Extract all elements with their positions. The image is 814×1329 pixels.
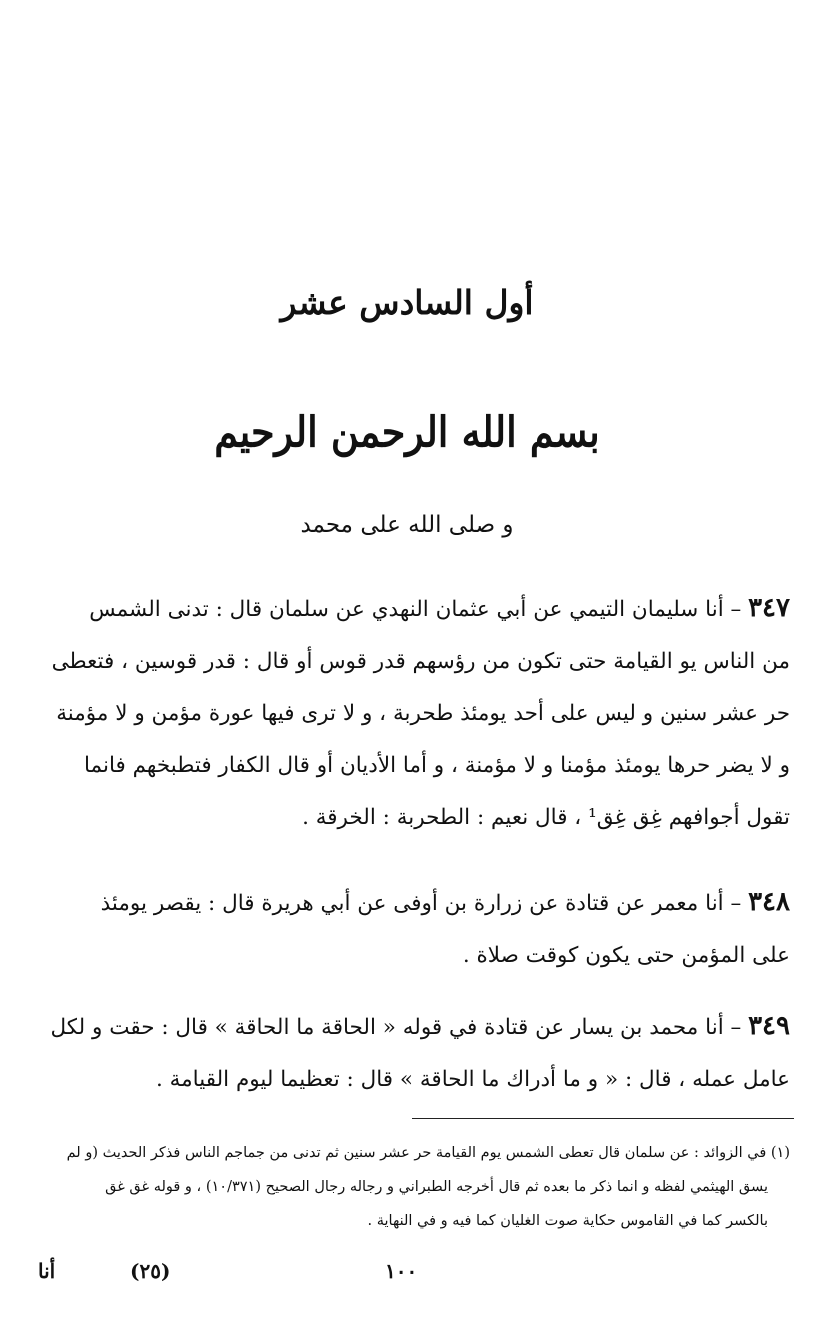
part-number: (٢٥) — [130, 1259, 171, 1283]
hadith-text: – أنا محمد بن يسار عن قتادة في قوله « الحاقة ما الحاقة » قال : حقت و لكل — [50, 1015, 742, 1040]
basmala-calligraphy: بسم الله الرحمن الرحيم — [214, 406, 600, 457]
hadith-number: ٣٤٨ — [748, 887, 790, 917]
hadith-line: على المؤمن حتى يكون كوقت صلاة . — [462, 943, 790, 968]
hadith-number: ٣٤٧ — [748, 593, 790, 623]
hadith-line: من الناس يو القيامة حتى تكون من رؤسهم قدر قوس أو قال : قدر قوسين ، فتعطى — [51, 649, 790, 674]
page-number: ١٠٠ — [385, 1259, 418, 1283]
hadith-line: و لا يضر حرها يومئذ مؤمنا و لا مؤمنة ، و أما الأديان أو قال الكفار فتطبخهم فانما — [83, 753, 790, 778]
hadith-number: ٣٤٩ — [748, 1011, 790, 1041]
footnote-divider — [412, 1118, 794, 1119]
hadith-line — [20, 876, 790, 930]
footnotes — [20, 1136, 790, 1238]
salat-line: و صلى الله على محمد — [300, 512, 514, 538]
hadith-348 — [20, 876, 790, 982]
footnote-line: (١) في الزوائد : عن سلمان قال تعطى الشمس يوم القيامة حر عشر سنين ثم تدنى من جماجم الناس فذكر الحديث (و لم — [66, 1145, 790, 1161]
hadith-349 — [20, 1000, 790, 1106]
hadith-line: تقول أجوافهم غِق غِق¹ ، قال نعيم : الطحربة : الخرقة . — [302, 805, 790, 830]
hadith-text: – أنا سليمان التيمي عن أبي عثمان النهدي عن سلمان قال : تدنى الشمس — [89, 597, 742, 622]
hadith-text: – أنا معمر عن قتادة عن زرارة بن أوفى عن أبي هريرة قال : يقصر يومئذ — [100, 891, 742, 916]
hadith-line: حر عشر سنين و ليس على أحد يومئذ طحربة ، و لا ترى فيها عورة مؤمن و لا مؤمنة — [56, 701, 790, 726]
footnote-line: بالكسر كما في القاموس حكاية صوت الغليان كما فيه و في النهاية . — [367, 1213, 768, 1229]
footnote-line: يسق الهيثمي لفظه و انما ذكر ما بعده ثم قال أخرجه الطبراني و رجاله رجال الصحيح (١٠/٣٧١) ، و قوله غق غق — [105, 1179, 768, 1195]
hadith-line — [20, 582, 790, 636]
catchword: أنا — [38, 1259, 56, 1283]
hadith-line: عامل عمله ، قال : « و ما أدراك ما الحاقة » قال : تعظيما ليوم القيامة . — [155, 1067, 790, 1092]
hadith-347 — [20, 582, 790, 844]
hadith-line — [20, 1000, 790, 1054]
section-heading: أول السادس عشر — [280, 283, 534, 322]
